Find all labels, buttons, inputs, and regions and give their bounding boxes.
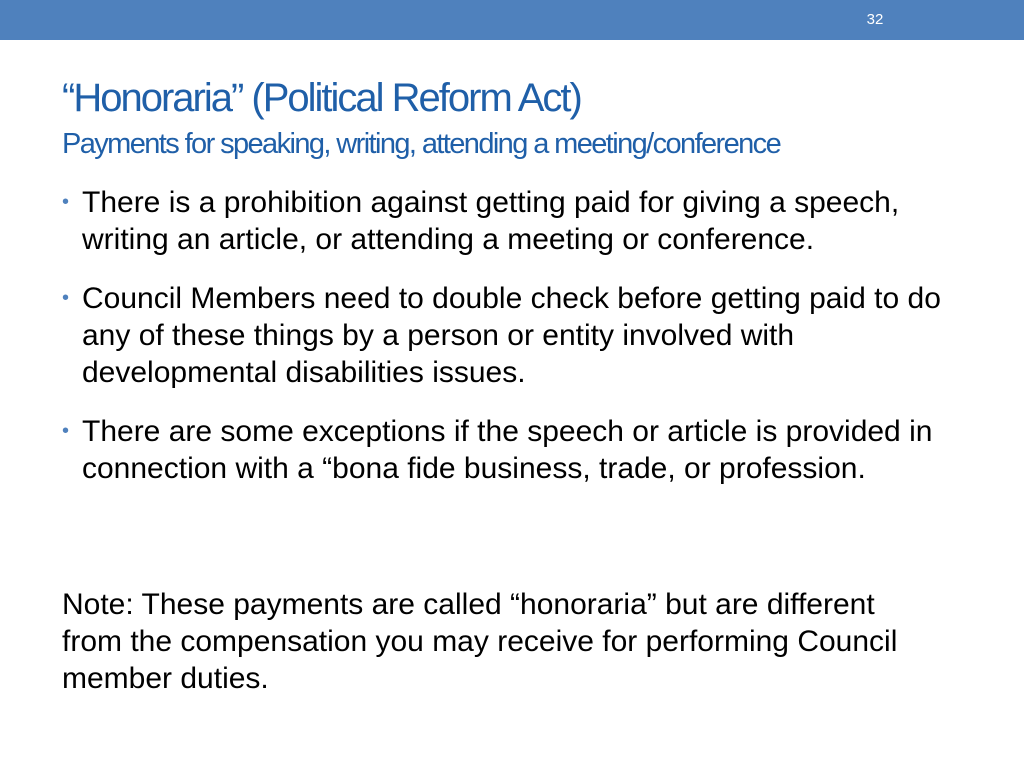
slide-title: “Honoraria” (Political Reform Act): [62, 76, 581, 120]
top-banner: [0, 0, 1024, 40]
bullet-dot-icon: •: [62, 420, 70, 442]
bullet-list: [62, 184, 962, 509]
bullet-dot-icon: •: [62, 287, 70, 309]
note-paragraph: Note: These payments are called “honoraria” but are different from the compensation you may receive for performing Council member duties.: [62, 588, 898, 695]
bullet-text: There are some exceptions if the speech or article is provided in connection with a “bona fide business, trade, or profession.: [82, 415, 933, 485]
bullet-item-prohibition: [62, 184, 962, 258]
slide-subtitle: Payments for speaking, writing, attending a meeting/conference: [62, 128, 781, 160]
bullet-dot-icon: •: [62, 191, 70, 213]
bullet-item-double-check: [62, 280, 962, 391]
bullet-item-exceptions: [62, 413, 962, 487]
bullet-text: There is a prohibition against getting paid for giving a speech, writing an article, or attending a meeting or conference.: [82, 186, 900, 256]
bullet-text: Council Members need to double check before getting paid to do any of these things by a person or entity involved with developmental disabilities issues.: [82, 282, 941, 389]
slide-number: 32: [866, 11, 884, 28]
